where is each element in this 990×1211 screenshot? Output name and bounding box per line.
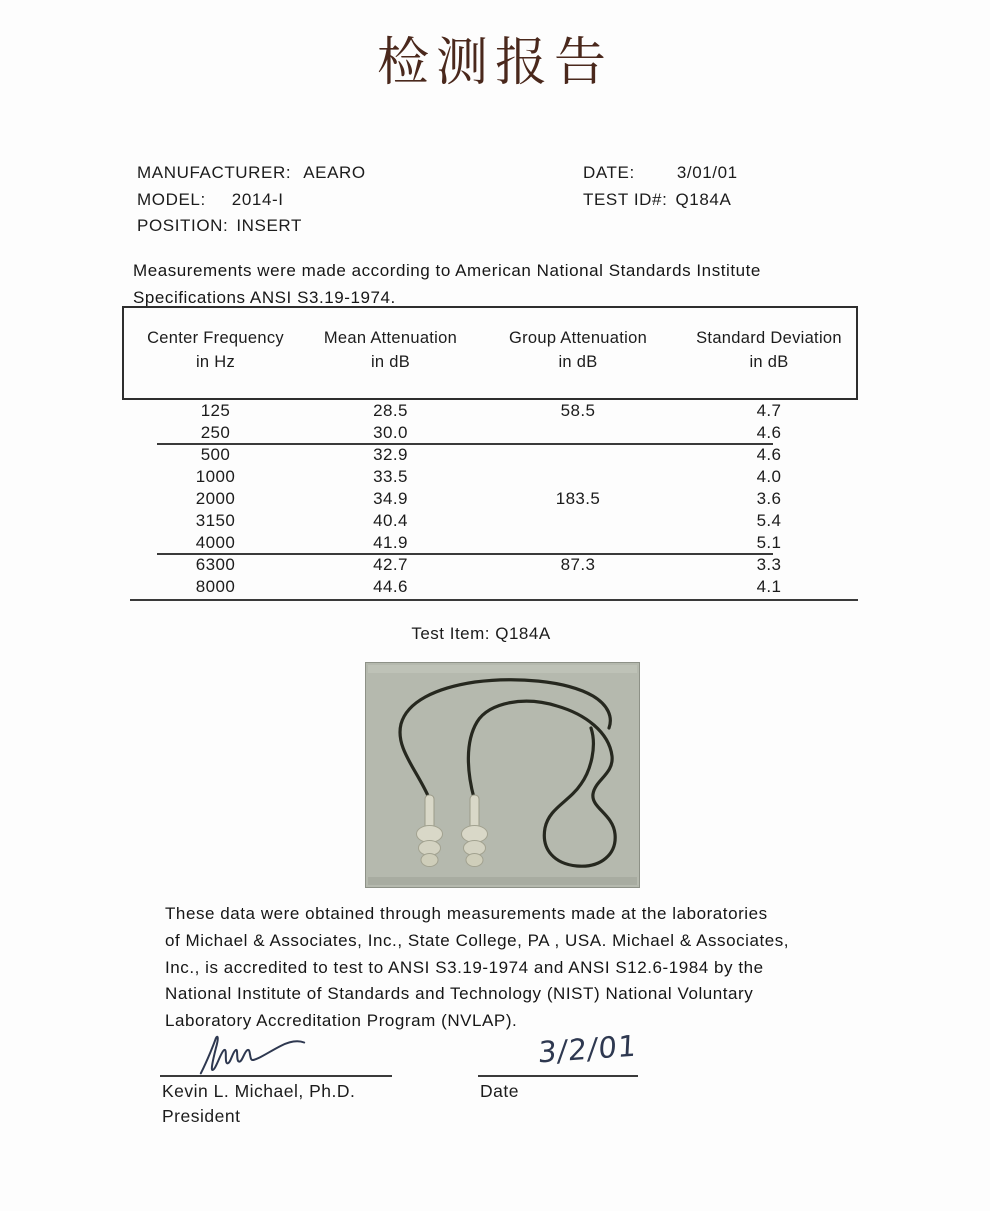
cell-sd: 4.6 (756, 423, 782, 442)
cell-sd: 3.6 (756, 489, 782, 508)
col-header-sd-line2: in dB (749, 352, 789, 371)
cell-sd: 4.1 (756, 577, 782, 596)
attenuation-table-header (128, 327, 860, 374)
cell-mean: 34.9 (373, 489, 408, 508)
signatory-name: Kevin L. Michael, Ph.D. (162, 1081, 356, 1101)
cell-frequency: 250 (200, 423, 231, 442)
cell-mean: 40.4 (373, 511, 408, 530)
accreditation-paragraph (165, 901, 789, 1035)
cell-mean: 42.7 (373, 555, 408, 574)
cell-frequency: 2000 (195, 489, 236, 508)
table-row (128, 576, 860, 598)
photo-background (365, 662, 640, 888)
date-label-info: DATE: (583, 163, 635, 182)
cell-mean: 41.9 (373, 533, 408, 552)
col-header-frequency-line2: in Hz (195, 352, 236, 371)
test-item-caption: Test Item: Q184A (411, 624, 551, 643)
table-group-rule (157, 553, 773, 555)
intro-paragraph (133, 258, 761, 312)
cell-mean: 30.0 (373, 423, 408, 442)
table-bottom-rule (130, 599, 858, 601)
cell-frequency: 500 (200, 445, 231, 464)
manufacturer-line (137, 163, 366, 190)
col-header-mean-line1: Mean Attenuation (323, 329, 458, 347)
cell-sd: 3.3 (756, 555, 782, 574)
col-header-group (478, 327, 678, 374)
handwritten-date: 3/2/01 (537, 1028, 639, 1070)
test-id-line (583, 190, 738, 217)
test-info-block (583, 163, 738, 216)
col-header-sd (678, 327, 860, 374)
table-group-rule (157, 443, 773, 445)
manufacturer-value: AEARO (303, 163, 366, 182)
cell-mean: 32.9 (373, 445, 408, 464)
intro-line-1: Measurements were made according to American National Standards Institute (133, 261, 761, 280)
signature-line (160, 1075, 392, 1077)
model-label: MODEL: (137, 189, 206, 209)
cell-frequency: 3150 (195, 511, 236, 530)
date-line (478, 1075, 638, 1077)
attenuation-table-body (128, 400, 860, 598)
cell-mean: 44.6 (373, 577, 408, 596)
signatory-role: President (162, 1106, 241, 1126)
col-header-mean-line2: in dB (370, 352, 411, 371)
cell-frequency: 1000 (195, 467, 236, 486)
model-line (137, 190, 366, 217)
cell-group: 87.3 (560, 555, 596, 574)
test-id-value: Q184A (675, 189, 732, 209)
table-row (128, 488, 860, 510)
test-id-label: TEST ID#: (583, 189, 668, 209)
manufacturer-label: MANUFACTURER: (137, 163, 292, 182)
table-row (128, 510, 860, 532)
position-value: INSERT (236, 216, 302, 235)
cell-sd: 4.7 (756, 401, 782, 420)
table-row (128, 532, 860, 554)
cell-mean: 28.5 (373, 401, 408, 420)
col-header-sd-line1: Standard Deviation (696, 329, 842, 347)
model-value: 2014-I (231, 189, 284, 209)
cell-group: 58.5 (560, 401, 596, 420)
col-header-group-line1: Group Attenuation (508, 329, 648, 347)
accreditation-line-4: National Institute of Standards and Technology (NIST) National Voluntary (165, 984, 754, 1004)
cell-sd: 4.6 (756, 445, 782, 464)
cell-frequency: 6300 (195, 555, 236, 574)
handwritten-signature-icon (190, 1030, 325, 1080)
cell-group: 183.5 (555, 489, 601, 508)
accreditation-line-1: These data were obtained through measurements made at the laboratories (165, 904, 768, 923)
cell-frequency: 8000 (195, 577, 236, 596)
position-label: POSITION: (137, 216, 229, 235)
table-row (128, 444, 860, 466)
col-header-frequency-line1: Center Frequency (147, 329, 284, 347)
cell-sd: 5.4 (756, 511, 782, 530)
date-label: Date (480, 1081, 519, 1101)
table-row (128, 554, 860, 576)
table-row (128, 422, 860, 444)
table-row (128, 400, 860, 422)
date-line-info (583, 163, 738, 190)
col-header-frequency (128, 327, 303, 374)
accreditation-line-3: Inc., is accredited to test to ANSI S3.19-1974 and ANSI S12.6-1984 by the (165, 957, 764, 977)
report-title: 检测报告 (376, 34, 613, 92)
cell-mean: 33.5 (373, 467, 408, 486)
cell-frequency: 4000 (195, 533, 236, 552)
accreditation-line-5: Laboratory Accreditation Program (NVLAP). (165, 1011, 518, 1031)
date-value: 3/01/01 (676, 163, 738, 182)
table-row (128, 466, 860, 488)
col-header-group-line2: in dB (558, 352, 598, 371)
col-header-mean (303, 327, 478, 374)
cell-frequency: 125 (200, 401, 231, 420)
accreditation-line-2: of Michael & Associates, Inc., State College, PA , USA. Michael & Associates, (165, 930, 790, 950)
corded-earplugs-photo (365, 662, 640, 888)
product-info-block (137, 163, 366, 243)
intro-line-2: Specifications ANSI S3.19-1974. (133, 287, 396, 307)
position-line (137, 216, 366, 243)
cell-sd: 5.1 (756, 533, 782, 552)
cell-sd: 4.0 (756, 467, 782, 486)
